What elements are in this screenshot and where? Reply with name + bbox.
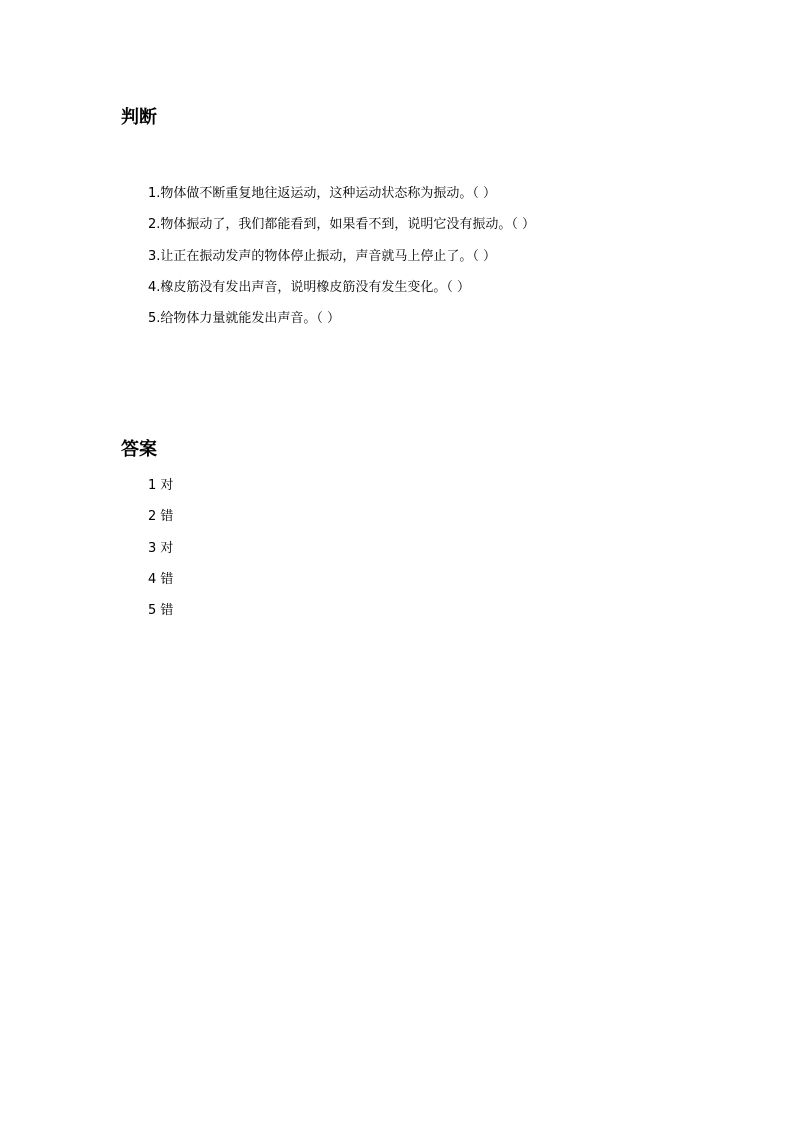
question-item: 3.让正在振动发声的物体停止振动，声音就马上停止了。（ ） — [148, 248, 497, 264]
question-item: 2.物体振动了，我们都能看到，如果看不到，说明它没有振动。（ ） — [148, 217, 536, 233]
section-title-judge: 判断 — [121, 107, 157, 128]
answer-item: 3 对 — [148, 540, 174, 556]
section-title-answer: 答案 — [121, 439, 157, 460]
question-item: 5.给物体力量就能发出声音。（ ） — [148, 311, 341, 327]
answer-list — [148, 478, 173, 634]
question-item: 4.橡皮筋没有发出声音，说明橡皮筋没有发生变化。（ ） — [148, 279, 471, 295]
answer-item: 2 错 — [148, 509, 174, 525]
answer-item: 1 对 — [148, 478, 174, 493]
question-list — [148, 186, 535, 342]
answer-item: 4 错 — [148, 571, 174, 587]
question-item: 1.物体做不断重复地往返运动，这种运动状态称为振动。（ ） — [148, 186, 497, 201]
answer-item: 5 错 — [148, 603, 174, 619]
